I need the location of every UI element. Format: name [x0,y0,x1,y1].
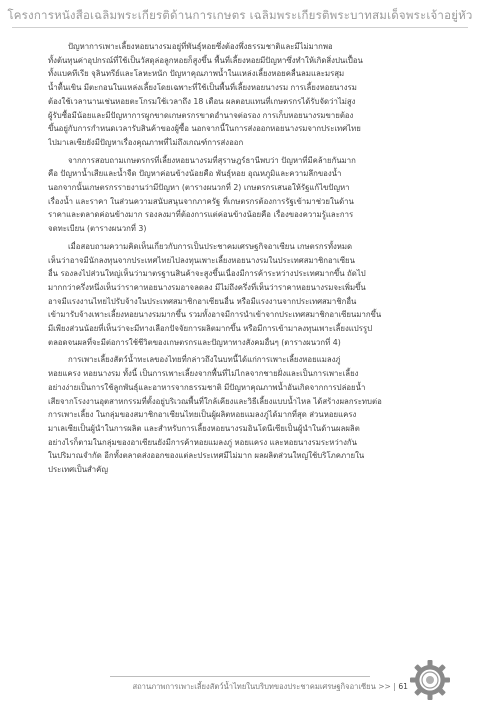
paragraph-1 [48,40,440,150]
paragraph-3 [48,240,440,350]
text-line: ทั้งต้นทุนค่าอุปกรณ์ที่ใช้เป็นวัสดุล่อลูกหอยก็สูงขึ้น พื้นที่เลี้ยงหอยมีปัญหาซึ่งทำให้เกิดสิ่งปนเปื้อน [48,55,363,65]
body-text [48,40,440,481]
text-line: ราคาและตลาดค่อนข้างมาก รองลงมาที่ต้องการแต่ค่อนข้างน้อยคือ เรื่องของความรู้และการ [48,210,354,220]
paragraph-2 [48,154,440,236]
text-line: จดทะเบียน (ตารางผนวกที่ 3) [48,224,147,234]
gear-emblem-icon [408,658,452,702]
text-line: นอกจากนั้นเกษตรกรรายงานว่ามีปัญหา (ตารางผนวกที่ 2) เกษตรกรเสนอให้รัฐแก้ไขปัญหา [48,183,350,193]
footer-rule [110,676,370,677]
header-rule [12,27,468,28]
text-line: คือ ปัญหาน้ำเสียและน้ำจืด ปัญหาค่อนข้างน้อยคือ พันธุ์หอย อุณหภูมิและความลึกของน้ำ [48,169,342,179]
page-number: 61 [398,682,408,691]
footer-title: สถานภาพการเพาะเลี้ยงสัตว์น้ำไทยในบริบทของประชาคมเศรษฐกิจอาเซียน >> | [132,682,396,691]
text-line: ตลอดจนผลที่จะมีต่อการใช้ชีวิตของเกษตรกรและปัญหาทางสังคมอื่นๆ (ตารางผนวกที่ 4) [48,337,341,347]
text-line: เห็นว่าอาจมีนักลงทุนจากประเทศไทยไปลงทุนเพาะเลี้ยงหอยนางรมในประเทศสมาชิกอาเซียน [48,255,355,265]
text-line: ผู้รับซื้อมีน้อยและมีปัญหาการผูกขาดเกษตรกรขาดอำนาจต่อรอง การเก็บหอยนางรมขายต้อง [48,110,354,120]
text-line: ประเทศเป็นสำคัญ [48,465,109,475]
text-line: เข้ามารับจ้างเพาะเลี้ยงหอยนางรมมากขึ้น รวมทั้งอาจมีการนำเข้าจากประเทศสมาชิกอาเซียนมากขึ้น [48,310,382,320]
paragraph-4 [48,353,440,476]
text-line: ต้องใช้เวลานานเช่นหอยตะโกรมใช้เวลาถึง 18 เดือน ผลตอบแทนที่เกษตรกรได้รับจัดว่าไม่สูง [48,96,356,106]
text-line: ไปมาเลเซียยังมีปัญหาเรื่องคุณภาพที่ไม่ถึงเกณฑ์การส่งออก [48,137,244,147]
text-line: มากกว่าครึ่งหนึ่งเห็นว่าราคาหอยนางรมอาจลดลง มีไม่ถึงครึ่งที่เห็นว่าราคาหอยนางรมจะเพิ่มขึ้น [48,282,366,292]
text-line: เมื่อสอบถามความคิดเห็นเกี่ยวกับการเป็นประชาคมเศรษฐกิจอาเซียน เกษตรกรทั้งหมด [68,241,353,251]
header-title: โครงการหนังสือเฉลิมพระเกียรติด้านการเกษตร เฉลิมพระเกียรติพระบาทสมเด็จพระเจ้าอยู่หัว [7,8,473,22]
text-line: เรื่องน้ำ และราคา ในส่วนความสนับสนุนจากภาครัฐ ที่เกษตรกรต้องการรัฐเข้ามาช่วยในด้าน [48,196,354,206]
text-line: ขึ้นอยู่กับการกำหนดเวลารับสินค้าของผู้ซื้อ นอกจากนี้ในการส่งออกหอยนางรมจากประเทศไทย [48,124,361,134]
running-footer [0,650,480,706]
text-line: มาเลเซียเป็นผู้นำในการผลิต และสำหรับการเลี้ยงหอยนางรมอินโดนีเซียเป็นผู้นำในด้านผลผลิต [48,423,360,433]
text-line: อย่างง่ายเป็นการใช้ลูกพันธุ์และอาหารจากธรรมชาติ มีปัญหาคุณภาพน้ำอันเกิดจากการปล่อยน้ำ [48,382,366,392]
text-line: อาจมีแรงงานไทยไปรับจ้างในประเทศสมาชิกอาเซียนอื่น หรือมีแรงงานจากประเทศสมาชิกอื่น [48,296,357,306]
text-line: อื่น รองลงไปส่วนใหญ่เห็นว่ามาตรฐานสินค้าจะสูงขึ้นเนื่องมีการค้าระหว่างประเทศมากขึ้น ถัดไป [48,269,366,279]
text-line: จากการสอบถามเกษตรกรที่เลี้ยงหอยนางรมที่สุราษฎร์ธานีพบว่า ปัญหาที่มีคล้ายกันมาก [68,155,356,165]
text-line: การเพาะเลี้ยงสัตว์น้ำทะเลของไทยที่กล่าวถึงในบทนี้ได้แก่การเพาะเลี้ยงหอยแมลงภู่ [68,355,341,365]
footer-line [118,681,408,693]
text-line: มีเพียงส่วนน้อยที่เห็นว่าจะมีทางเลือกปัจจัยการผลิตมากขึ้น หรือมีการเข้ามาลงทุนเพาะเลี้ยงแปรรูป [48,324,373,334]
text-line: อย่างไรก็ตามในกลุ่มของอาเซียนยังมีการค้าหอยแมลงภู่ หอยแครง และหอยนางรมระหว่างกัน [48,437,357,447]
text-line: ปัญหาการเพาะเลี้ยงหอยนางรมอยู่ที่พันธุ์หอยซึ่งต้องพึ่งธรรมชาติและมีไม่มากพอ [68,42,333,51]
text-line: ในปริมาณจำกัด อีกทั้งตลาดส่งออกของแต่ละประเทศมีไม่มาก ผลผลิตส่วนใหญ่ใช้บริโภคภายใน [48,451,365,461]
text-line: การเพาะเลี้ยง ในกลุ่มของสมาชิกอาเซียนไทยเป็นผู้ผลิตหอยแมลงภู่ได้มากที่สุด ส่วนหอยแครง [48,410,357,420]
text-line: หอยแครง หอยนางรม ทั้งนี้ เป็นการเพาะเลี้ยงจากพื้นที่ไม่ไกลจากชายฝั่งและเป็นการเพาะเลี้ยง [48,369,359,379]
running-header [0,0,480,30]
text-line: ทั้งแบคทีเรีย จุลินทรีย์และโลหะหนัก ปัญหาคุณภาพน้ำในแหล่งเลี้ยงหอยคลื่นลมและมรสุม [48,69,345,79]
text-line: น้ำตื้นเขิน มีตะกอนในแหล่งเลี้ยงโดยเฉพาะที่ใช้เป็นพื้นที่เลี้ยงหอยนางรม การเลี้ยงหอยนางรม [48,83,357,93]
text-line: เสียจากโรงงานอุตสาหกรรมที่ตั้งอยู่บริเวณพื้นที่ใกล้เคียงและวิธีเลี้ยงแบบน้ำไหล ได้สร้างผลกระทบต่อ [48,396,382,406]
